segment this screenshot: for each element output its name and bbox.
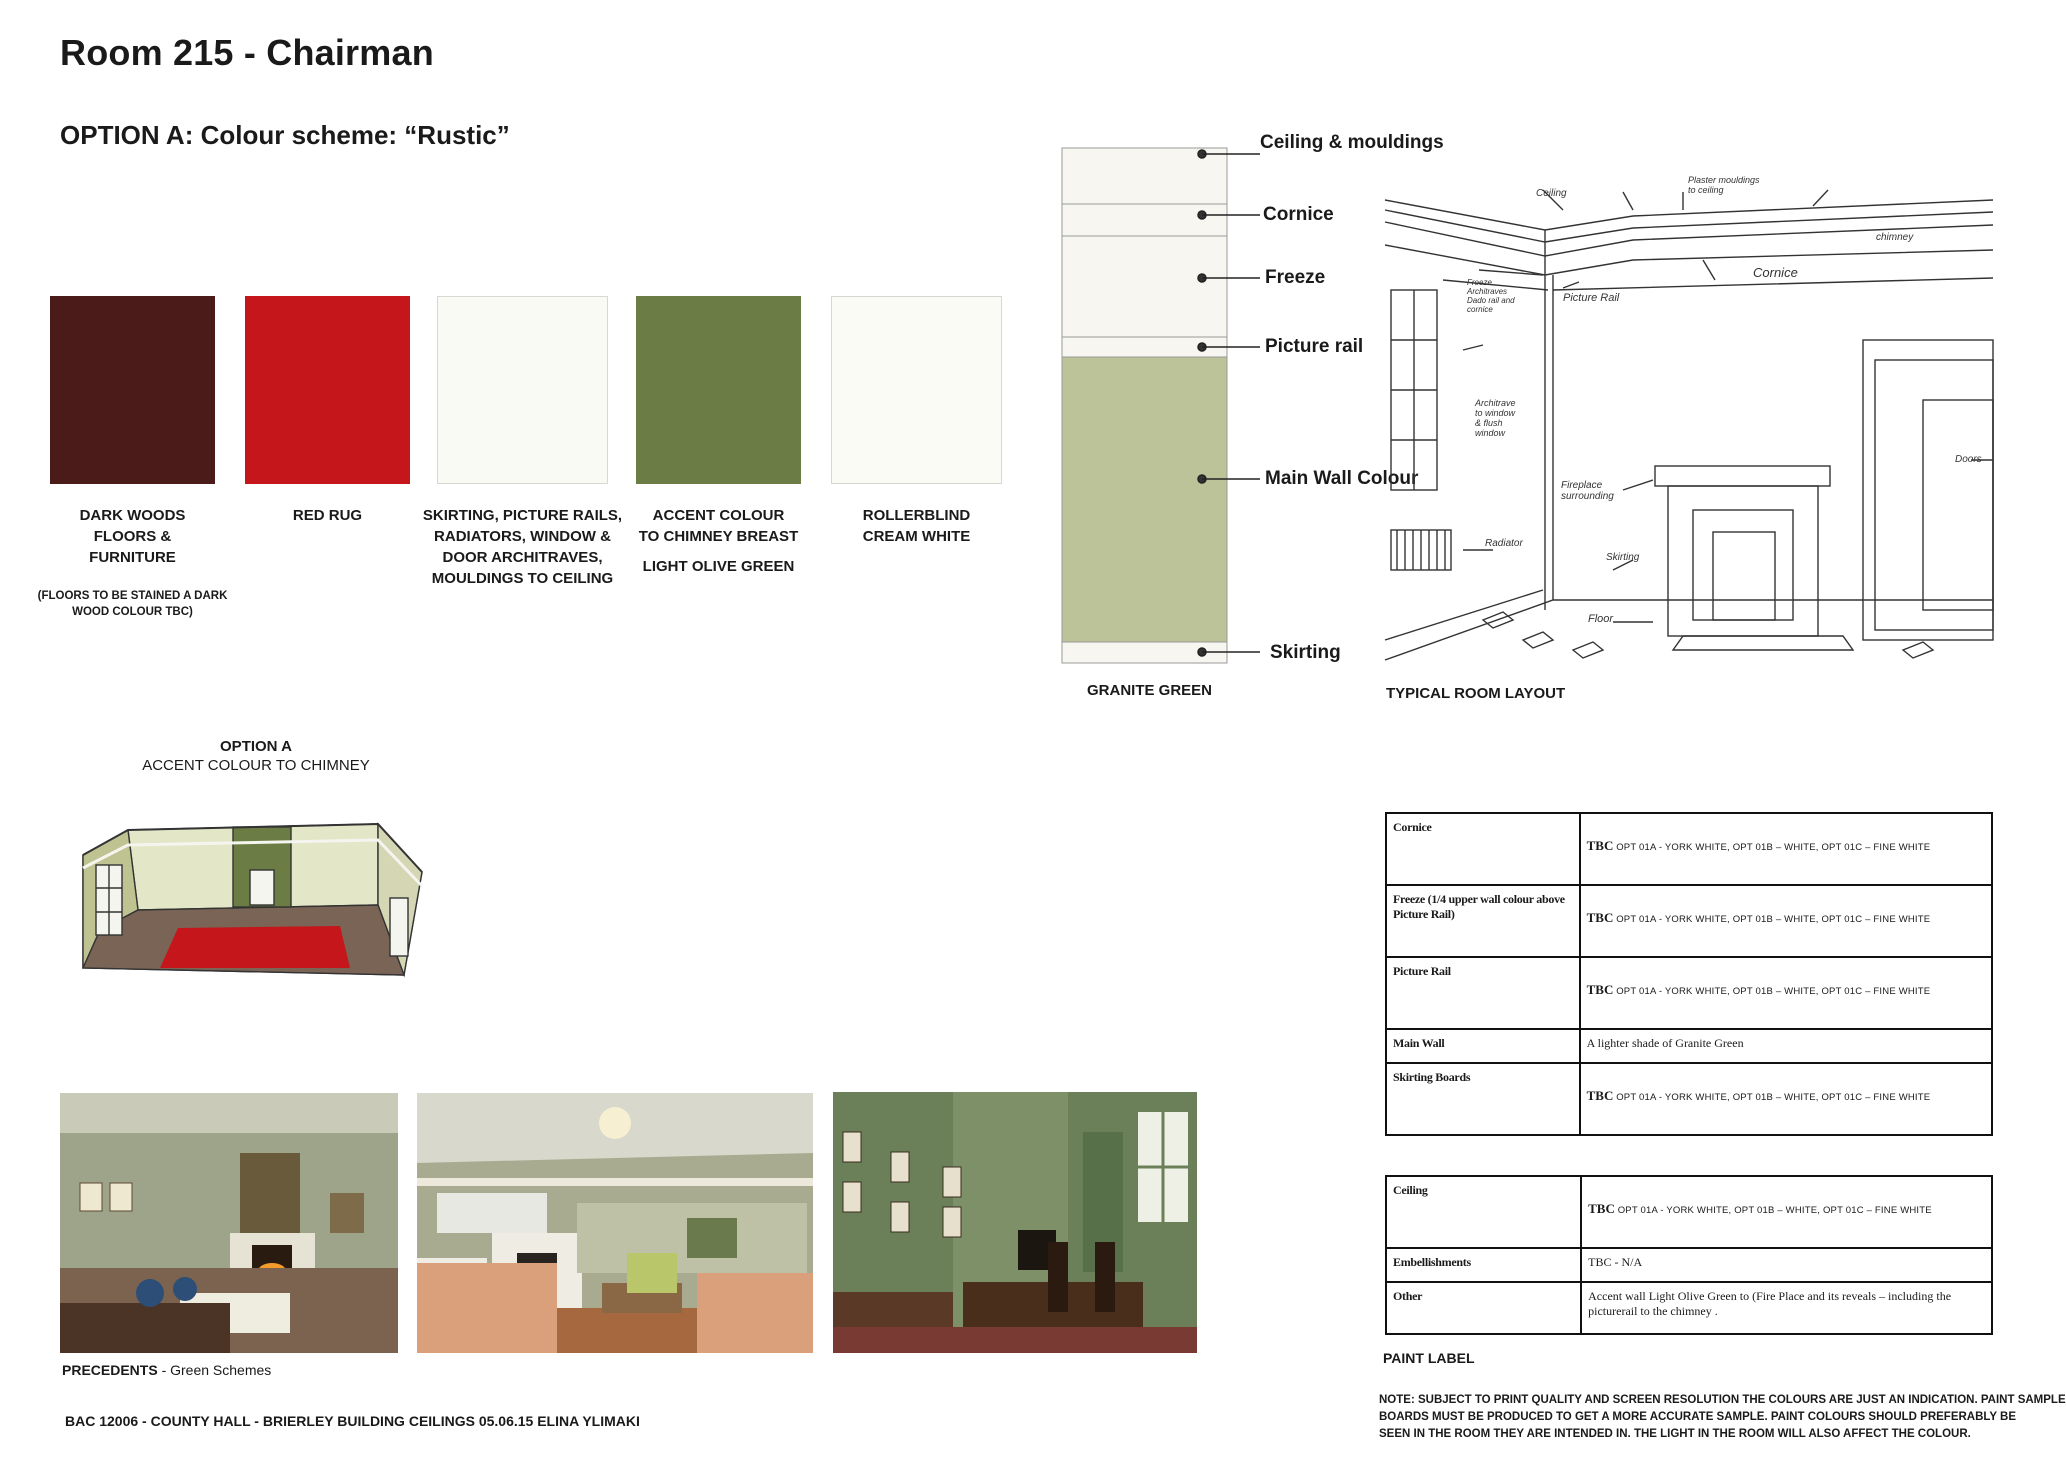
option-a-heading: OPTION A (220, 738, 292, 755)
paint-value-cell: A lighter shade of Granite Green (1580, 1029, 1992, 1063)
precedent-image-2 (417, 1093, 813, 1353)
swatch-label: ACCENT COLOUR TO CHIMNEY BREAST (638, 507, 799, 545)
option-a-heading-block (100, 738, 412, 774)
sketch-note-cornice: Cornice (1753, 265, 1798, 280)
paint-table-2 (1385, 1175, 1993, 1335)
paint-options: OPT 01A - YORK WHITE, OPT 01B – WHITE, OPT 01C – FINE WHITE (1613, 914, 1931, 925)
paint-item-cell: Picture Rail (1386, 957, 1580, 1029)
sketch-note-freeze: Freeze Architraves Dado rail and cornice (1467, 278, 1515, 314)
option-a-subheading: ACCENT COLOUR TO CHIMNEY (142, 757, 370, 774)
precedent-image-1 (60, 1093, 398, 1353)
label-picture-rail: Picture rail (1265, 336, 1364, 357)
paint-value-cell (1580, 885, 1992, 957)
paint-item-cell: Freeze (1/4 upper wall colour above Picture Rail) (1386, 885, 1580, 957)
paint-value-cell (1581, 1176, 1992, 1248)
paint-options: OPT 01A - YORK WHITE, OPT 01B – WHITE, OPT 01C – FINE WHITE (1613, 986, 1931, 997)
paint-table-1 (1385, 812, 1993, 1136)
sketch-note-picture-rail: Picture Rail (1563, 292, 1620, 304)
paint-item-cell: Main Wall (1386, 1029, 1580, 1063)
colour-swatch (437, 296, 608, 484)
room-layout-sketch (1383, 170, 1993, 670)
scheme-subtitle: OPTION A: Colour scheme: “Rustic” (60, 120, 510, 150)
sketch-note-fireplace: Fireplace surrounding (1561, 480, 1614, 502)
colour-disclaimer-note: NOTE: SUBJECT TO PRINT QUALITY AND SCREEN RESOLUTION THE COLOURS ARE JUST AN INDICATION. PAINT SAMPLE BOARDS MUST BE PRODUCED TO GET A MORE ACCURATE SAMPLE. PAINT COLOURS SHOULD PREFERABLY BE SEEN IN THE ROOM THEY ARE INTENDED IN. THE LIGHT IN THE ROOM WILL ALSO AFFECT THE COLOUR. (1379, 1394, 2066, 1440)
paint-row (1386, 1029, 1992, 1063)
colour-swatch (245, 296, 410, 484)
sketch-note-skirting: Skirting (1606, 552, 1640, 563)
precedents-caption-rest: - Green Schemes (157, 1362, 272, 1378)
sketch-note-architrave: Architrave to window & flush window (1475, 398, 1516, 438)
paint-value-cell: Accent wall Light Olive Green to (Fire Place and its reveals – including the picturerail to the chimney . (1581, 1282, 1992, 1334)
swatch-colour-name: LIGHT OLIVE GREEN (642, 558, 795, 575)
paint-options: OPT 01A - YORK WHITE, OPT 01B – WHITE, OPT 01C – FINE WHITE (1614, 1205, 1932, 1216)
paint-item-cell: Skirting Boards (1386, 1063, 1580, 1135)
project-footer: BAC 12006 - COUNTY HALL - BRIERLEY BUILDING CEILINGS 05.06.15 ELINA YLIMAKI (65, 1413, 640, 1429)
precedent-image-3 (833, 1092, 1197, 1353)
paint-value-cell: TBC - N/A (1581, 1248, 1992, 1282)
colour-swatch (50, 296, 215, 484)
sketch-note-plaster: Plaster mouldings to ceiling (1688, 175, 1760, 195)
paint-row (1386, 885, 1992, 957)
paint-item-cell: Cornice (1386, 813, 1580, 885)
sketch-note-floor: Floor (1588, 613, 1614, 625)
label-skirting: Skirting (1270, 642, 1341, 663)
label-main-wall: Main Wall Colour (1265, 468, 1419, 489)
swatch-note: (FLOORS TO BE STAINED A DARK WOOD COLOUR TBC) (37, 590, 228, 618)
paint-item-cell: Embellishments (1386, 1248, 1581, 1282)
paint-options: OPT 01A - YORK WHITE, OPT 01B – WHITE, OPT 01C – FINE WHITE (1613, 842, 1931, 853)
elevation-leader-lines (1190, 140, 1270, 660)
tbc-marker: TBC (1586, 838, 1614, 853)
sketch-note-doors: Doors (1955, 454, 1982, 465)
label-freeze: Freeze (1265, 267, 1326, 288)
paint-row (1386, 1176, 1992, 1248)
label-ceiling-mouldings: Ceiling & mouldings (1260, 132, 1444, 153)
tbc-marker: TBC (1586, 910, 1614, 925)
precedent-photo-3 (833, 1092, 1197, 1353)
paint-row (1386, 957, 1992, 1029)
paint-label: PAINT LABEL (1383, 1350, 1475, 1366)
precedent-photo-1 (60, 1093, 398, 1353)
swatch-label: ROLLERBLIND CREAM WHITE (862, 507, 971, 545)
room-model-drawing (78, 810, 428, 980)
paint-value-cell (1580, 1063, 1992, 1135)
paint-row (1386, 813, 1992, 885)
sketch-note-ceiling: Ceiling (1536, 188, 1567, 199)
swatch-label: SKIRTING, PICTURE RAILS, RADIATORS, WINDOW & DOOR ARCHITRAVES, MOULDINGS TO CEILING (422, 507, 623, 587)
paint-row (1386, 1248, 1992, 1282)
tbc-marker: TBC (1586, 1088, 1614, 1103)
sketch-note-radiator: Radiator (1485, 538, 1523, 549)
paint-item-cell: Ceiling (1386, 1176, 1581, 1248)
tbc-marker: TBC (1586, 982, 1614, 997)
paint-row (1386, 1282, 1992, 1334)
sketch-note-chimney: chimney (1876, 232, 1914, 243)
colour-swatch (636, 296, 801, 484)
paint-value-cell (1580, 957, 1992, 1029)
paint-schedule-table-1 (1385, 812, 1993, 1136)
paint-options: OPT 01A - YORK WHITE, OPT 01B – WHITE, OPT 01C – FINE WHITE (1613, 1092, 1931, 1103)
paint-item-cell: Other (1386, 1282, 1581, 1334)
precedents-caption-bold: PRECEDENTS (62, 1362, 158, 1378)
option-a-room-model (78, 810, 428, 985)
tbc-marker: TBC (1588, 1201, 1615, 1216)
paint-row (1386, 1063, 1992, 1135)
precedents-caption (62, 1362, 271, 1378)
paint-schedule-table-2 (1385, 1175, 1993, 1335)
paint-value-cell (1580, 813, 1992, 885)
room-layout-caption: TYPICAL ROOM LAYOUT (1386, 685, 1566, 702)
elevation-caption: GRANITE GREEN (1087, 682, 1213, 699)
label-cornice: Cornice (1263, 204, 1334, 225)
swatch-label: RED RUG (292, 507, 363, 524)
colour-swatch (831, 296, 1002, 484)
swatch-label: DARK WOODS FLOORS & FURNITURE (79, 507, 186, 566)
precedent-photo-2 (417, 1093, 813, 1353)
page-title: Room 215 - Chairman (60, 32, 434, 73)
